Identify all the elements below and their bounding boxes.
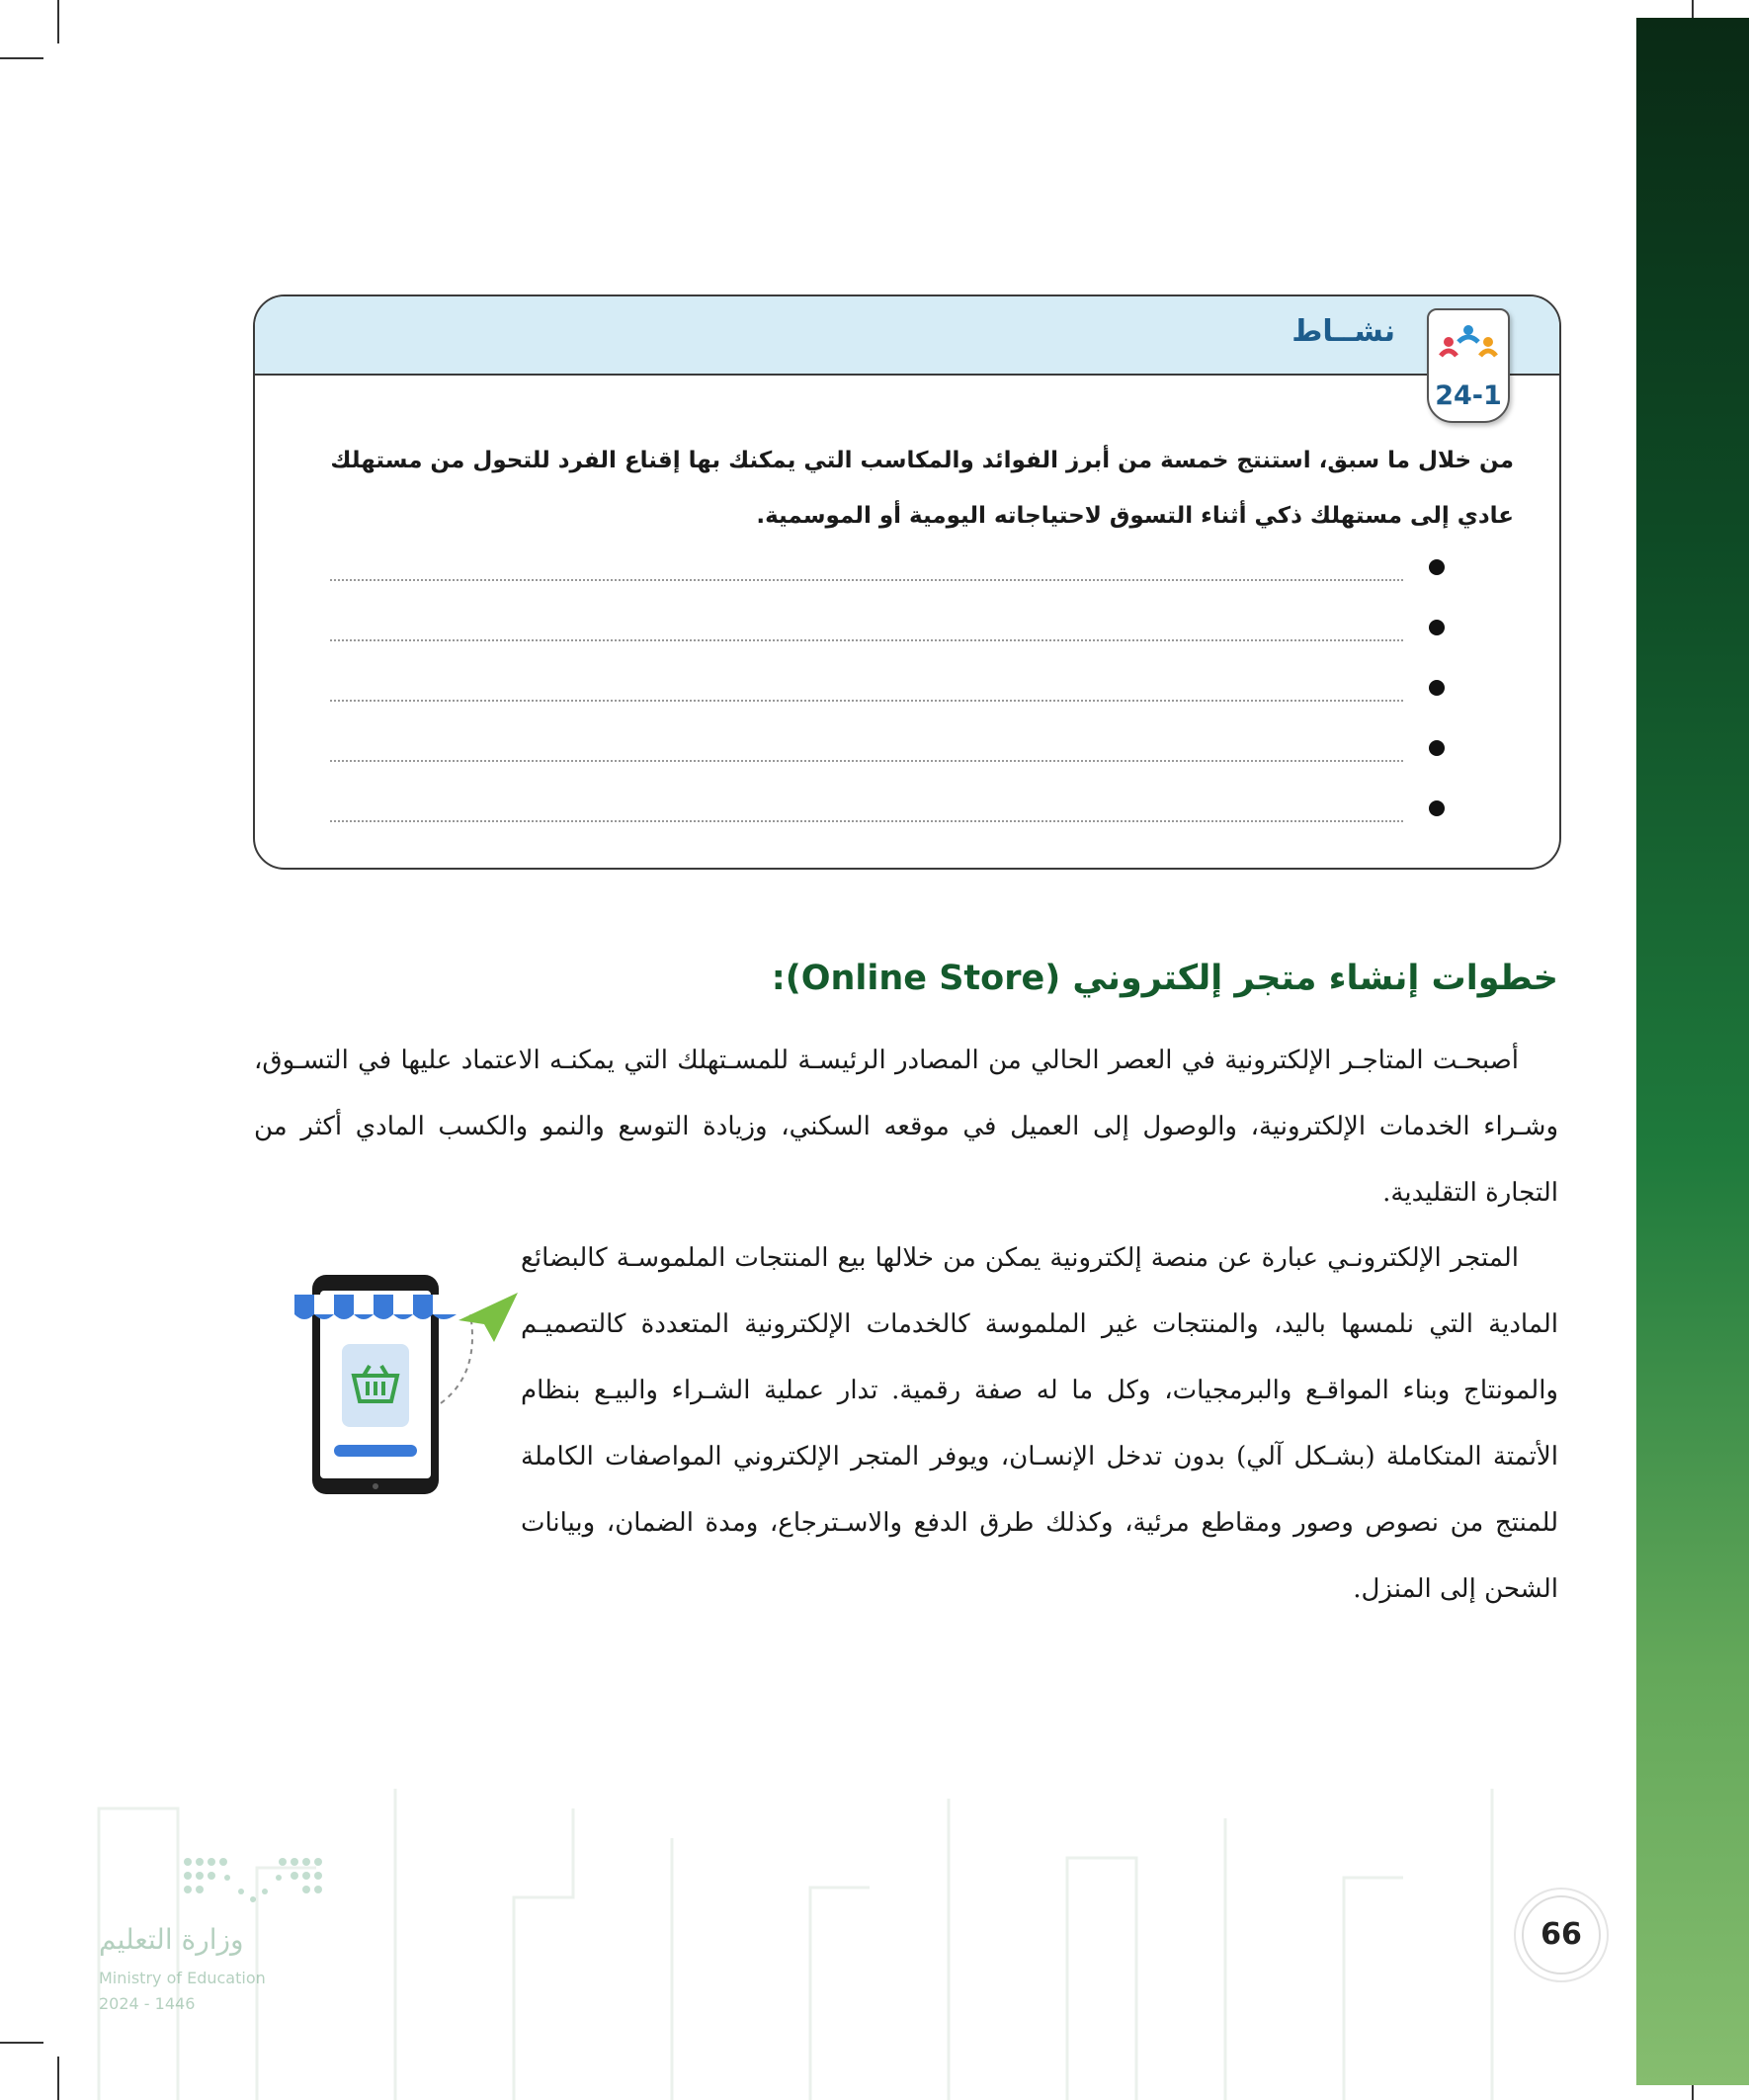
activity-prompt: من خلال ما سبق، استنتج خمسة من أبرز الفوائد والمكاسب التي يمكنك بها إقناع الفرد للتحول من مستهلك عادي إلى مستهلك ذكي أثناء التسوق لاحتياجاته اليومية أو الموسمية. — [330, 448, 1514, 529]
paragraph-intro: أصبحـت المتاجـر الإلكترونية في العصر الحالي من المصادر الرئيسـة للمسـتهلك التي يمكنـه الاعتماد عليها في التسـوق، وشـراء الخدمات الإلكترونية، والوصول إلى العميل في موقعه السكني، وزيادة التوسع والنمو والكسب المادي أكثر من التجارة التقليدية. — [254, 1046, 1558, 1208]
activity-box — [253, 294, 1561, 870]
answer-line-2[interactable] — [330, 610, 1445, 653]
answer-line-4[interactable] — [330, 730, 1445, 774]
answer-line-5[interactable] — [330, 791, 1445, 834]
bullet-icon — [1429, 559, 1445, 575]
answer-line-3[interactable] — [330, 670, 1445, 714]
crop-mark — [57, 0, 59, 43]
answer-line-1[interactable] — [330, 549, 1445, 593]
activity-title: نشــاط — [1291, 314, 1395, 349]
section-heading: خطوات إنشاء متجر إلكتروني (Online Store): — [771, 959, 1558, 998]
side-color-band — [1636, 18, 1749, 2085]
crop-mark — [0, 57, 43, 59]
online-store-phone-illustration — [292, 1265, 530, 1502]
paper-plane-icon — [458, 1293, 518, 1342]
page-number: 66 — [1522, 1895, 1601, 1974]
people-group-icon — [1431, 318, 1506, 374]
bullet-icon — [1429, 800, 1445, 816]
paragraph-definition: المتجر الإلكترونـي عبارة عن منصة إلكترونية يمكن من خلالها بيع المنتجات الملموسـة كالبضائع المادية التي نلمسها باليد، والمنتجات غير الملموسة كالخدمات الإلكترونية المتعددة كالتصميـم والمونتاج وبناء المواقـع والبرمجيات، وكل ما له صفة رقمية. تدار عملية الشـراء والبيـع بنظام الأتمتة المتكاملة (بشـكل آلي) بدون تدخل الإنسـان، ويوفر المتجر الإلكتروني المواصفات الكاملة للمنتج من نصوص وصور ومقاطع مرئية، وكذلك طرق الدفع والاسـترجاع، ومدة الضمان، وبيانات الشحن إلى المنزل. — [521, 1243, 1558, 1604]
ministry-year: 2024 - 1446 — [99, 1994, 196, 2013]
crop-mark — [0, 2042, 43, 2044]
activity-badge — [1427, 308, 1510, 423]
bullet-icon — [1429, 620, 1445, 635]
ministry-name-en: Ministry of Education — [99, 1969, 266, 1987]
bullet-icon — [1429, 680, 1445, 696]
activity-number: 24-1 — [1435, 380, 1502, 411]
ministry-name-ar: وزارة التعليم — [99, 1923, 244, 1956]
bullet-icon — [1429, 740, 1445, 756]
activity-header — [255, 296, 1559, 376]
